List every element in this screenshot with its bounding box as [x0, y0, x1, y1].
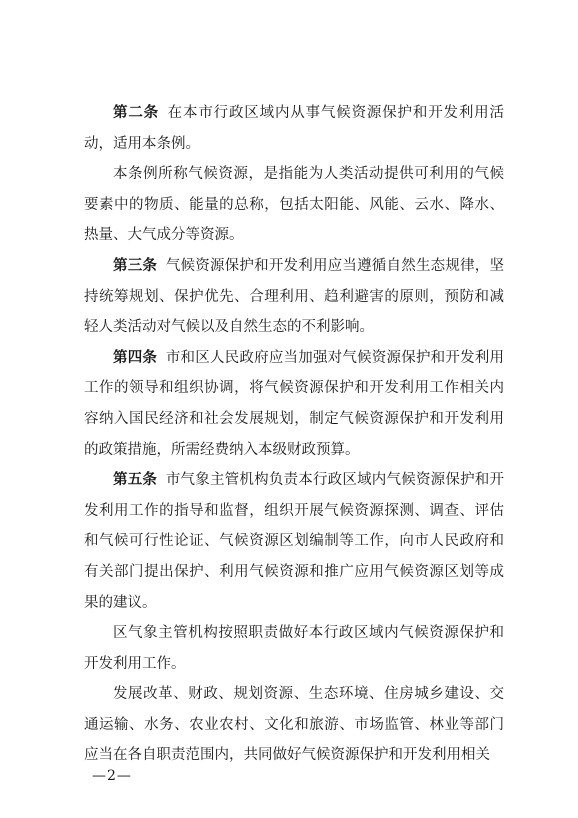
paragraph-text: 气候资源保护和开发利用应当遵循自然生态规律，坚持统筹规划、保护优先、合理利用、趋利避害的原则，预防和减轻人类活动对气候以及自然生态的不利影响。 [84, 257, 505, 336]
paragraph-article-2 [84, 98, 504, 159]
paragraph-article-4 [84, 343, 504, 465]
paragraph-article-5 [84, 465, 504, 618]
paragraph-district-agency [84, 618, 504, 679]
document-body [84, 98, 504, 771]
paragraph-text: 在本市行政区域内从事气候资源保护和开发利用活动，适用本条例。 [84, 105, 505, 152]
article-number: 第四条 [113, 349, 158, 366]
paragraph-text: 市气象主管机构负责本行政区域内气候资源保护和开发利用工作的指导和监督，组织开展气候资源探测、调查、评估和气候可行性论证、气候资源区划编制等工作，向市人民政府和有关部门提出保护、利用气候资源和推广应用气候资源区划等成果的建议。 [84, 472, 505, 611]
paragraph-departments [84, 679, 504, 771]
page-number: —2— [92, 768, 132, 784]
paragraph-text: 区气象主管机构按照职责做好本行政区域内气候资源保护和开发利用工作。 [84, 625, 504, 672]
article-number: 第二条 [113, 105, 159, 121]
article-number: 第三条 [113, 257, 158, 274]
paragraph-text: 市和区人民政府应当加强对气候资源保护和开发利用工作的领导和组织协调，将气候资源保护和开发利用工作相关内容纳入国民经济和社会发展规划，制定气候资源保护和开发利用的政策措施，所需经费纳入本级财政预算。 [84, 349, 505, 458]
article-number: 第五条 [113, 472, 158, 489]
paragraph-text: 发展改革、财政、规划资源、生态环境、住房城乡建设、交通运输、水务、农业农村、文化和旅游、市场监管、林业等部门应当在各自职责范围内，共同做好气候资源保护和开发利用相关 [84, 686, 504, 764]
paragraph-climate-definition [84, 159, 504, 251]
paragraph-article-3 [84, 251, 504, 343]
paragraph-text: 本条例所称气候资源，是指能为人类活动提供可利用的气候要素中的物质、能量的总称，包括太阳能、风能、云水、降水、热量、大气成分等资源。 [84, 166, 504, 244]
